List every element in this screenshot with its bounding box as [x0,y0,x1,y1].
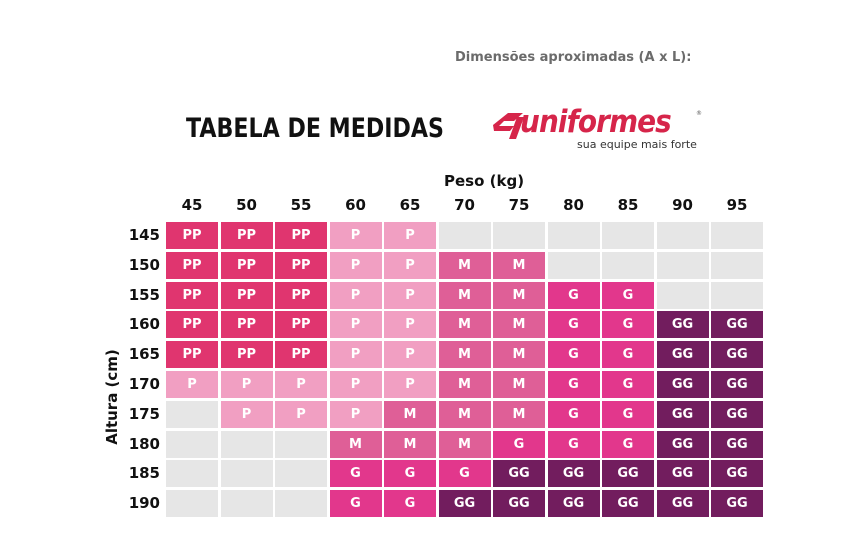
empty-cell [275,490,327,517]
weight-header: 45 [181,196,203,214]
empty-cell [657,222,709,249]
size-cell: G [548,341,600,368]
size-cell: PP [221,222,273,249]
size-cell: GG [711,460,763,487]
size-cell: PP [166,222,218,249]
height-header: 170 [128,375,160,393]
size-cell: M [493,341,545,368]
height-header: 150 [128,255,160,274]
size-cell: M [439,371,491,398]
size-cell: G [548,282,600,309]
size-cell: P [166,371,218,398]
size-cell: M [493,311,545,338]
size-cell: GG [493,460,545,487]
height-axis-label: Altura (cm) [103,349,121,445]
size-cell: G [602,371,654,398]
weight-header: 65 [399,196,421,214]
dimensions-label: Dimensões aproximadas (A x L): [455,50,692,65]
height-header: 185 [128,464,160,483]
empty-cell [657,282,709,309]
size-cell: P [330,282,382,309]
weight-header: 80 [563,196,584,214]
size-cell: M [493,401,545,428]
size-cell: M [330,431,382,458]
weight-header: 90 [672,196,693,214]
size-cell: G [548,401,600,428]
size-cell: PP [275,282,327,309]
size-cell: GG [657,371,709,398]
size-cell: G [439,460,491,487]
size-cell: PP [221,282,273,309]
empty-cell [602,222,654,249]
weight-header: 70 [454,196,475,214]
logo-tagline: sua equipe mais forte [577,138,697,151]
empty-cell [439,222,491,249]
size-cell: PP [166,252,218,279]
size-cell: P [330,311,382,338]
size-cell: M [384,431,436,458]
size-cell: G [548,431,600,458]
size-cell: PP [221,252,273,279]
empty-cell [493,222,545,249]
size-cell: M [439,311,491,338]
size-cell: G [602,341,654,368]
size-cell: GG [439,490,491,517]
size-cell: P [275,371,327,398]
height-header: 175 [128,404,160,423]
size-cell: M [439,282,491,309]
size-cell: P [384,252,436,279]
size-cell: GG [657,490,709,517]
size-cell: GG [602,490,654,517]
size-cell: G [330,460,382,487]
weight-header: 85 [617,196,639,214]
height-header: 190 [128,494,160,513]
size-cell: GG [548,490,600,517]
size-cell: G [493,431,545,458]
empty-cell [275,431,327,458]
weight-header: 50 [236,196,257,214]
size-cell: PP [275,341,327,368]
weight-header: 95 [726,196,748,214]
size-cell: G [602,282,654,309]
size-cell: P [221,401,273,428]
size-cell: GG [602,460,654,487]
size-cell: GG [711,431,763,458]
size-cell: P [384,311,436,338]
size-cell: GG [548,460,600,487]
size-cell: PP [221,341,273,368]
size-cell: GG [657,341,709,368]
size-cell: PP [166,311,218,338]
empty-cell [548,252,600,279]
size-cell: M [439,431,491,458]
empty-cell [548,222,600,249]
size-cell: P [330,341,382,368]
size-cell: G [602,431,654,458]
height-header: 160 [128,315,160,334]
size-cell: PP [275,311,327,338]
size-cell: P [330,401,382,428]
size-cell: M [439,341,491,368]
size-cell: M [493,282,545,309]
size-cell: GG [711,341,763,368]
size-cell: GG [711,490,763,517]
size-cell: GG [657,460,709,487]
size-cell: PP [166,341,218,368]
size-cell: G [548,371,600,398]
size-cell: GG [711,401,763,428]
size-cell: P [330,371,382,398]
empty-cell [657,252,709,279]
empty-cell [221,431,273,458]
size-cell: P [330,252,382,279]
page-title: TABELA DE MEDIDAS [186,113,444,144]
empty-cell [166,431,218,458]
size-cell: GG [657,431,709,458]
size-cell: GG [657,311,709,338]
height-header: 145 [128,226,160,244]
size-cell: PP [221,311,273,338]
empty-cell [166,460,218,487]
size-cell: P [221,371,273,398]
empty-cell [275,460,327,487]
height-header: 180 [128,434,160,453]
empty-cell [166,490,218,517]
size-cell: GG [493,490,545,517]
logo-wordmark: uniformes [520,104,671,140]
weight-header: 55 [290,196,312,214]
brand-logo [490,104,705,155]
empty-cell [221,490,273,517]
size-cell: P [384,341,436,368]
empty-cell [711,282,763,309]
size-cell: P [275,401,327,428]
size-cell: G [548,311,600,338]
size-cell: G [330,490,382,517]
size-cell: G [384,490,436,517]
size-cell: G [602,311,654,338]
weight-header: 75 [508,196,530,214]
size-cell: PP [275,252,327,279]
size-cell: G [384,460,436,487]
size-cell: M [384,401,436,428]
empty-cell [711,222,763,249]
empty-cell [602,252,654,279]
empty-cell [711,252,763,279]
size-cell: GG [657,401,709,428]
size-cell: P [384,282,436,309]
size-cell: GG [711,371,763,398]
height-header: 155 [128,285,160,304]
size-cell: G [602,401,654,428]
empty-cell [166,401,218,428]
size-cell: M [439,401,491,428]
size-cell: GG [711,311,763,338]
height-header: 165 [128,345,160,364]
weight-axis-label: Peso (kg) [444,172,525,190]
size-cell: PP [275,222,327,249]
size-cell: PP [166,282,218,309]
weight-header: 60 [345,196,366,214]
size-cell: P [384,222,436,249]
size-cell: P [330,222,382,249]
size-cell: M [439,252,491,279]
registered-mark: ® [696,110,702,117]
size-cell: M [493,371,545,398]
size-cell: M [493,252,545,279]
size-cell: P [384,371,436,398]
empty-cell [221,460,273,487]
